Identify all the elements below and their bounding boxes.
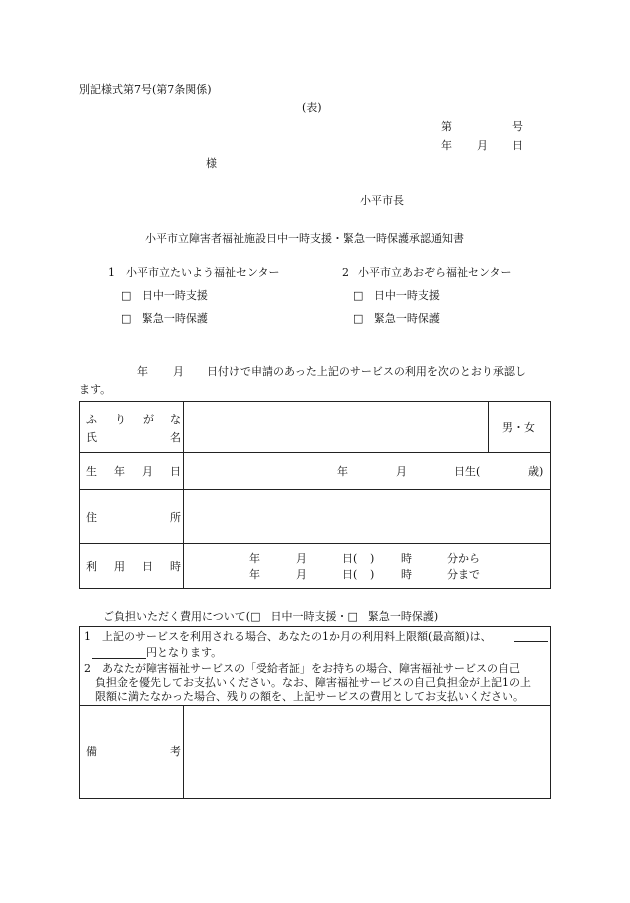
birth-day: 日生( [454,465,481,478]
usage-end-day: 日( [342,568,358,581]
cost-item-1-line-1: 1 上記のサービスを利用される場合、あなたの1か月の利用料上限額(最高額)は、 [84,630,492,643]
cost-amount-blank-2 [92,658,146,659]
usage-start-minute: 分から [447,552,480,565]
checkbox-icon: □ [121,312,132,325]
furigana-label-1: ふ [86,413,97,426]
cost-item-2-line-1: 2 あなたが障害福祉サービスの「受給者証」をお持ちの場合、障害福祉サービスの自己 [84,662,520,675]
birth-label-2: 年 [114,465,125,478]
cost-item-1-line-2: 円となります。 [146,646,223,659]
address-label-1: 住 [86,511,97,524]
facility-2-option-1: □ 日中一時支援 [353,289,440,302]
furigana-label-2: り [115,413,126,426]
usage-label-3: 日 [142,560,153,573]
facility-2-number: 2 [342,266,349,279]
facility-2-option-2: □ 緊急一時保護 [353,312,440,325]
usage-start-month: 月 [296,552,307,565]
recipient-suffix: 様 [206,157,217,170]
usage-end-year: 年 [249,568,260,581]
cost-item-2-line-3: 限額に満たなかった場合、残りの額を、上記サービスの費用としてお支払いください。 [95,690,524,703]
facility-1-option-1: □ 日中一時支援 [121,289,208,302]
checkbox-icon: □ [347,610,358,623]
remarks-label-2: 考 [170,745,181,758]
name-label-2: 名 [170,431,181,444]
usage-label-4: 時 [170,560,181,573]
birth-age: 歳) [528,465,544,478]
birth-month: 月 [396,465,407,478]
usage-label-2: 用 [114,560,125,573]
intro-year: 年 [137,365,148,378]
intro-month: 月 [173,365,184,378]
remarks-label-1: 備 [86,745,97,758]
document-title: 小平市立障害者福祉施設日中一時支援・緊急一時保護承認通知書 [145,232,464,245]
document-number-prefix: 第 [441,120,452,133]
facility-2-name: 小平市立あおぞら福祉センター [358,266,512,279]
checkbox-icon: □ [353,289,364,302]
date-day: 日 [512,139,523,152]
usage-start-year: 年 [249,552,260,565]
usage-label-1: 利 [86,560,97,573]
gender-options: 男・女 [502,421,535,434]
address-label-2: 所 [170,511,181,524]
facility-1-name: 小平市立たいよう福祉センター [126,266,280,279]
furigana-label-4: な [170,413,181,426]
birth-label-3: 月 [142,465,153,478]
usage-end-hour: 時 [401,568,412,581]
checkbox-icon: □ [121,289,132,302]
birth-year: 年 [337,465,348,478]
cost-heading: ご負担いただく費用について(□ 日中一時支援・□ 緊急一時保護) [103,610,439,623]
name-label-1: 氏 [86,431,97,444]
usage-end-weekday-close: ) [370,568,375,581]
furigana-label-3: が [143,413,154,426]
intro-text-line-2: ます。 [79,383,112,396]
birth-label-4: 日 [170,465,181,478]
usage-start-hour: 時 [401,552,412,565]
birth-label-1: 生 [86,465,97,478]
date-month: 月 [477,139,488,152]
intro-text-line-1: 日付けで申請のあった上記のサービスの利用を次のとおり承認し [207,365,526,378]
usage-start-weekday-close: ) [370,552,375,565]
facility-1-option-2: □ 緊急一時保護 [121,312,208,325]
date-year: 年 [441,139,452,152]
usage-end-month: 月 [296,568,307,581]
cost-item-2-line-2: 負担金を優先してお支払いください。なお、障害福祉サービスの自己負担金が上記1の上 [95,676,531,689]
form-side-label: (表) [302,101,322,114]
checkbox-icon: □ [250,610,261,623]
issuer-name: 小平市長 [360,194,404,207]
remarks-box [79,705,551,799]
checkbox-icon: □ [353,312,364,325]
document-number-suffix: 号 [512,120,523,133]
cost-amount-blank-1 [514,641,548,642]
form-number: 別記様式第7号(第7条関係) [79,83,212,96]
facility-1-number: 1 [108,266,115,279]
usage-end-minute: 分まで [447,568,480,581]
usage-start-day: 日( [342,552,358,565]
